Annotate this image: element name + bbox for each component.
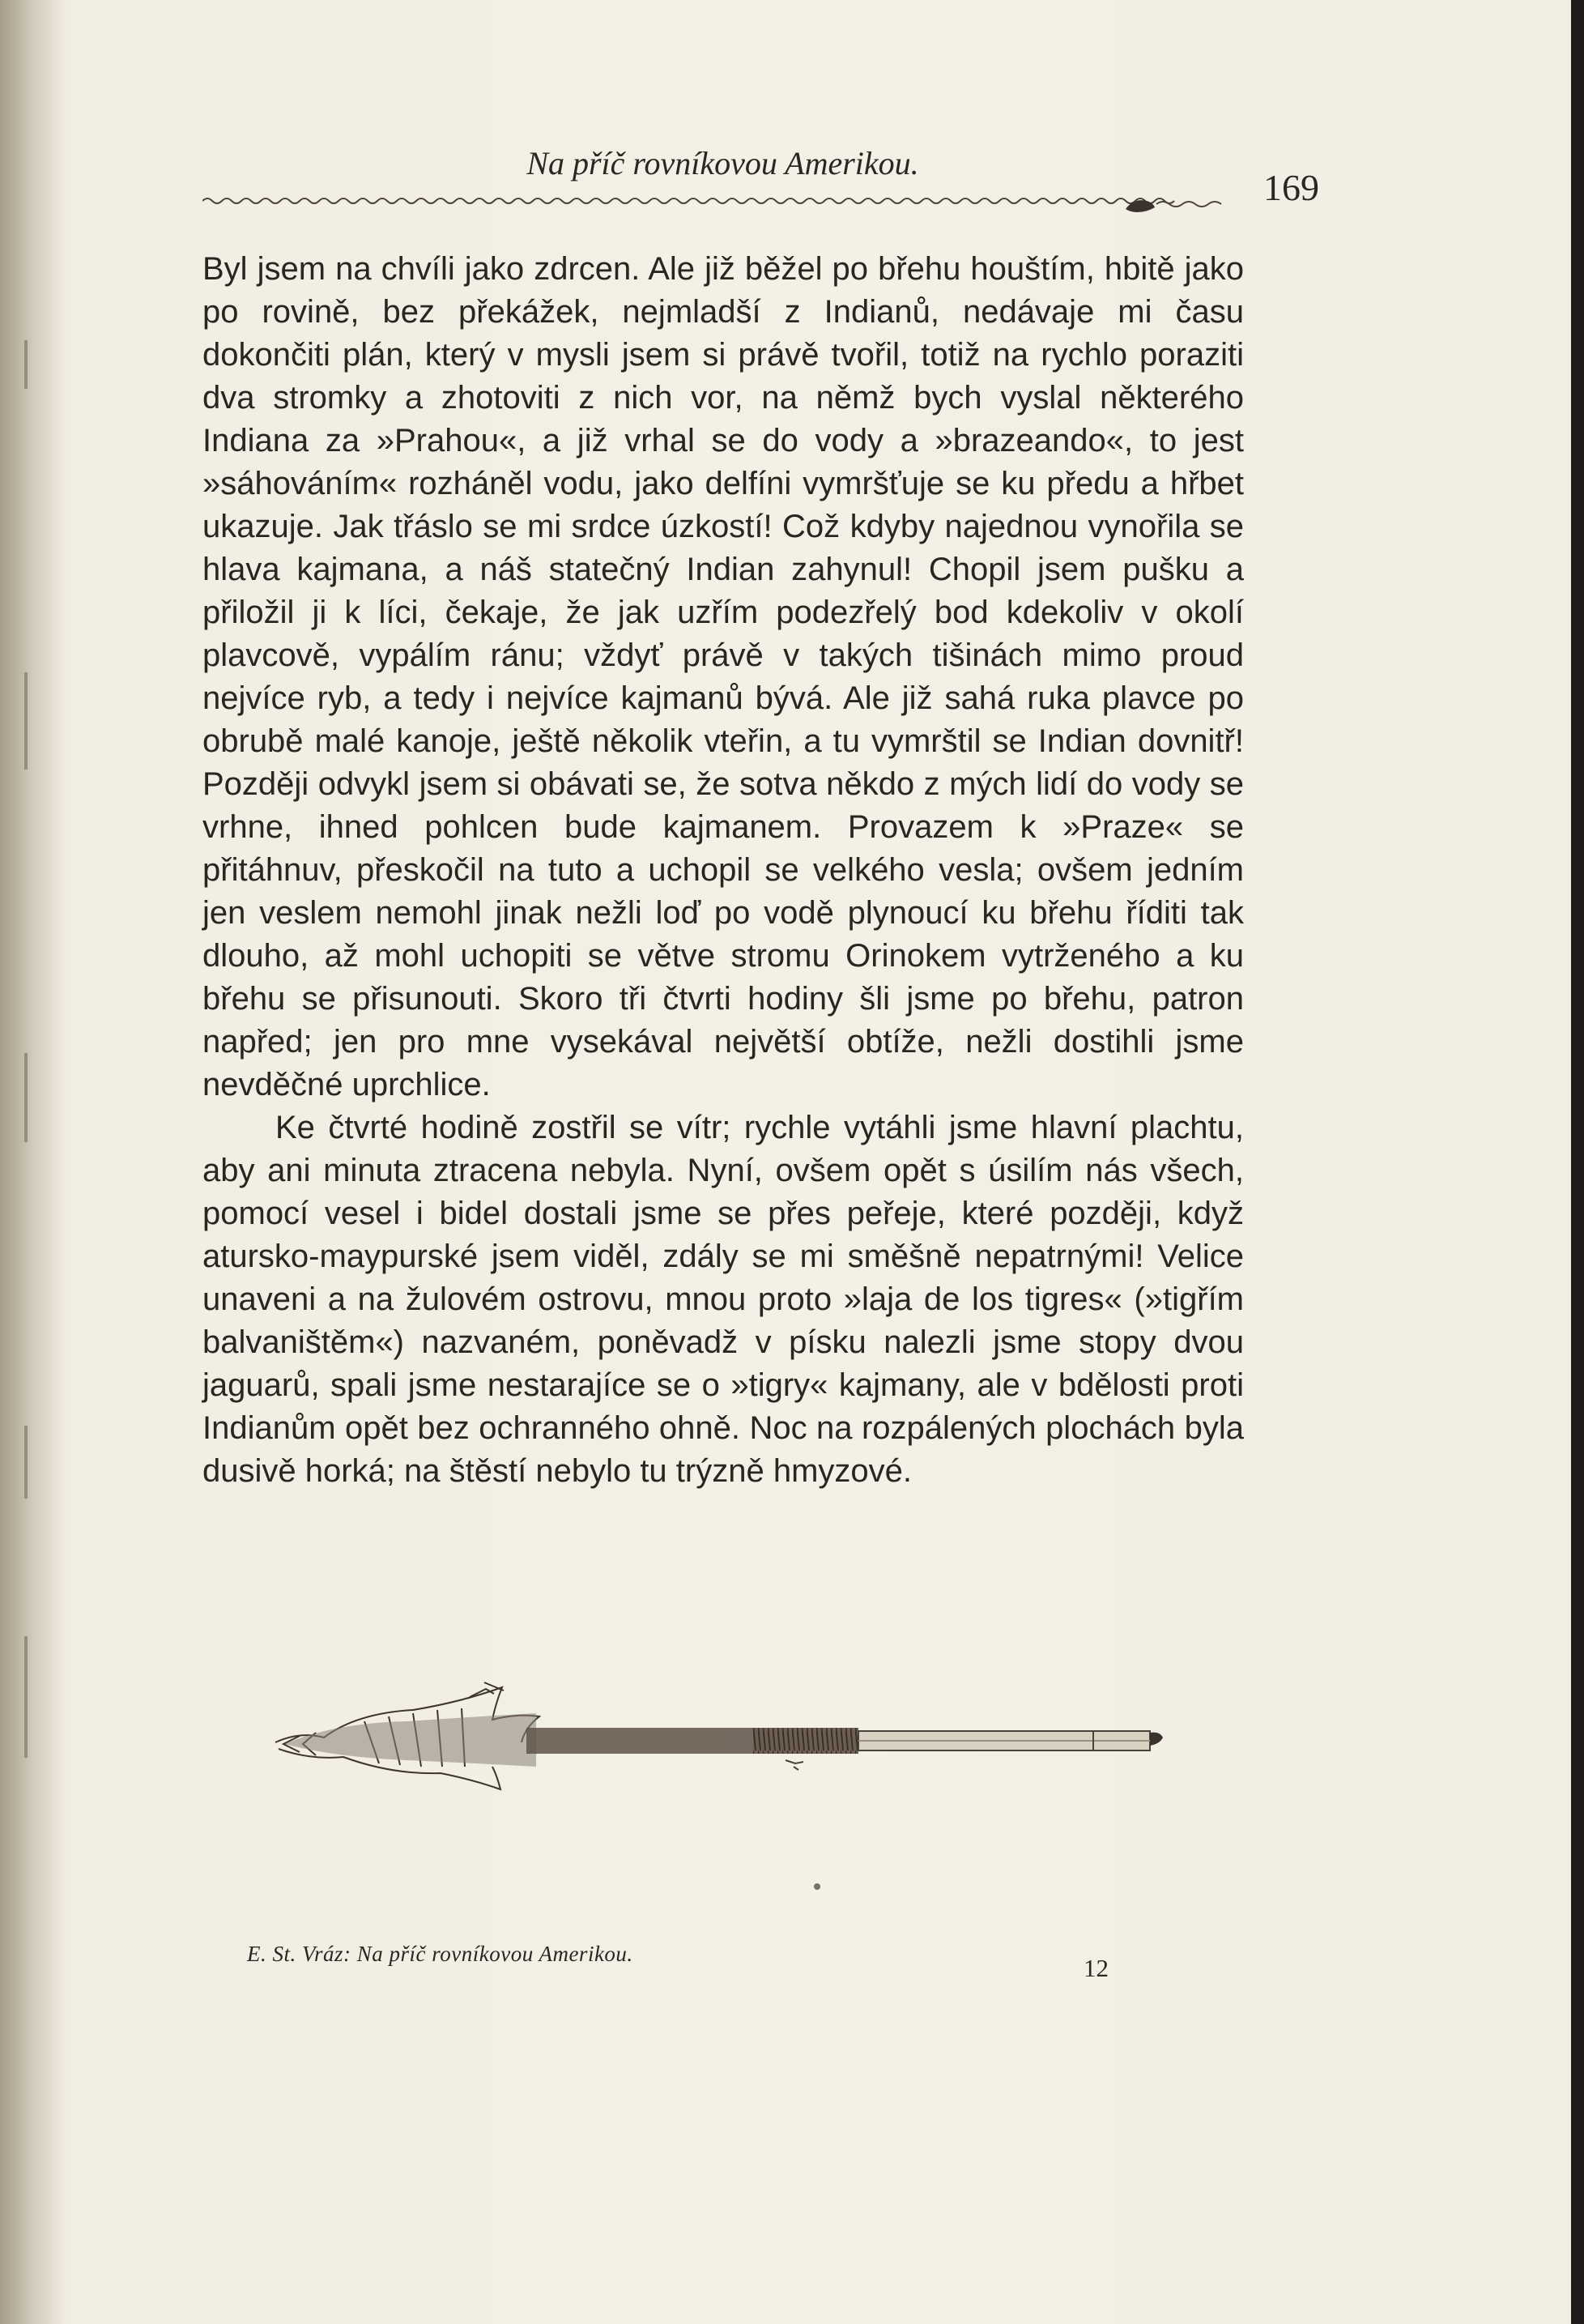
paragraph: Ke čtvrté hodině zostřil se vítr; rychle vytáhli jsme hlavní plachtu, aby ani minuta ztracena nebyla. Nyní, ovšem opět s úsilím nás všech, pomocí vesel i bidel dostali jsme se přes peřeje, které později, když atursko-maypurské jsem viděl, zdály se mi směšně nepatrnými! Velice unaveni a na žulovém ostrovu, mnou proto »laja de los tigres« (»tigřím balvaništěm«) nazvaném, poněvadž v písku nalezli jsme stopy dvou jaguarů, spali jsme nestarajíce se o »tigry« kajmany, ale v bdělosti proti Indianům opět bez ochranného ohně. Noc na rozpálených plochách byla dusivě horká; na štěstí nebylo tu trýzně hmyzové. [202, 1110, 1244, 1489]
show-through-mark [24, 1636, 28, 1758]
ornamental-rule [202, 188, 1247, 220]
page-number: 169 [1263, 167, 1319, 208]
arrow-icon [267, 1673, 1199, 1810]
paragraph: Byl jsem na chvíli jako zdrcen. Ale již běžel po břehu houštím, hbitě jako po rovině, bez překážek, nejmladší z Indianů, nedávaje mi času dokončiti plán, který v mysli jsem si právě tvořil, totiž na rychlo poraziti dva stromky a zhotoviti z nich vor, na němž bych vyslal některého Indiana za »Prahou«, a již vrhal se do vody a »brazeando«, to jest »sáhováním« rozháněl vodu, jako delfíni vymršťuje se ku předu a hřbet ukazuje. Jak třáslo se mi srdce úzkostí! Což kdyby najednou vynořila se hlava kajmana, a náš statečný Indian zahynul! Chopil jsem pušku a přiložil ji k líci, čekaje, že jak uzřím podezřelý bod kdekoliv v okolí plavcově, vypálím ránu; vždyť právě v takých tišinách mimo proud nejvíce ryb, a tedy i nejvíce kajmanů bývá. Ale již sahá ruka plavce po obrubě malé kanoje, ještě několik vteřin, a tu vymrštil se Indian dovnitř! Později odvykl jsem si obávati se, že sotva někdo z mých lidí do vody se vrhne, ihned pohlcen bude kajmanem. Provazem k »Praze« se přitáhnuv, přeskočil na tuto a uchopil se velkého vesla; ovšem jedním jen veslem nemohl jinak nežli loď po vodě plynoucí ku břehu říditi tak dlouho, až mohl uchopiti se větve stromu Orinokem vytrženého a ku břehu se přisunouti. Skoro tři čtvrti hodiny šli jsme po břehu, patron napřed; jen pro mne vysekával největší obtíže, nežli dostihli jsme nevděčné uprchlice. [202, 251, 1244, 1102]
page-edge-dark [1571, 0, 1584, 2324]
signature-number: 12 [1084, 1954, 1109, 1982]
running-title: Na příč rovníkovou Amerikou. [526, 145, 919, 181]
show-through-mark [24, 1053, 28, 1142]
paper-speck [814, 1883, 820, 1890]
gutter-shadow [0, 0, 65, 2324]
book-credit: E. St. Vráz: Na příč rovníkovou Amerikou. [247, 1942, 633, 1966]
show-through-mark [24, 340, 28, 389]
show-through-mark [24, 1426, 28, 1499]
body-text [202, 248, 1244, 1493]
show-through-mark [24, 672, 28, 770]
